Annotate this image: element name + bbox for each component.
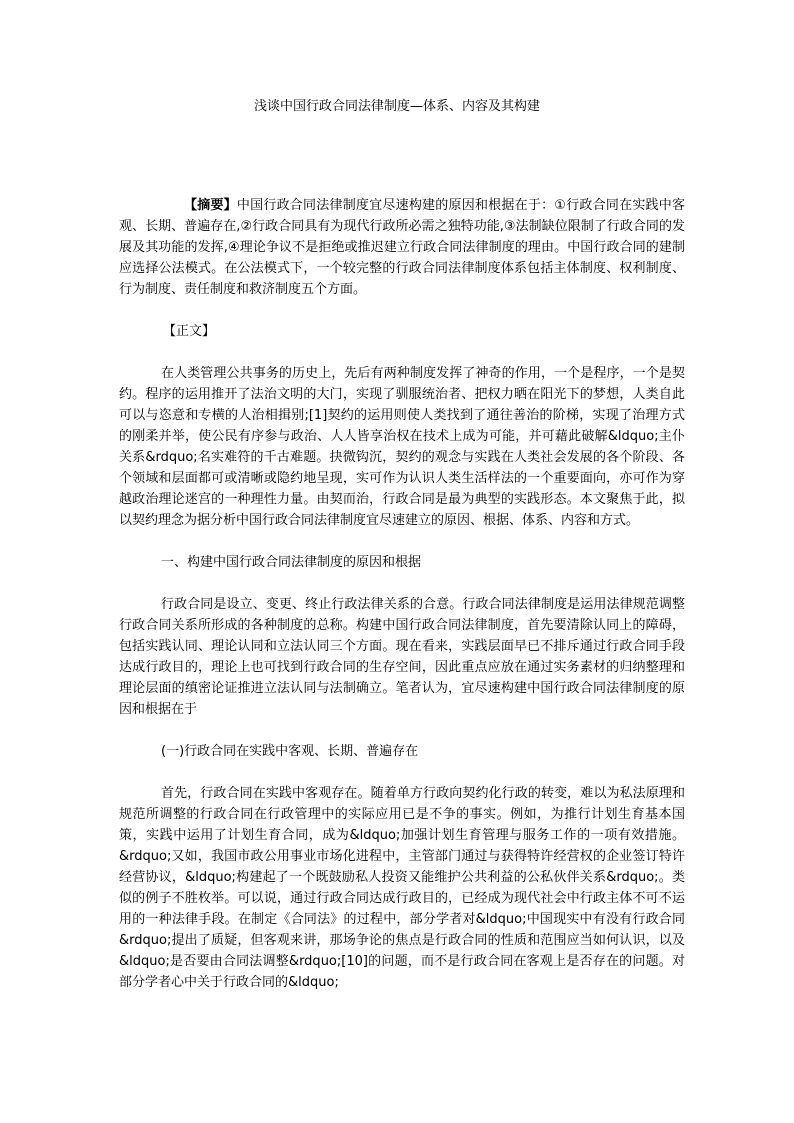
subsection-heading-1: (一)行政合同在实践中客观、长期、普遍存在 bbox=[161, 744, 419, 759]
abstract-label: 【摘要】 bbox=[184, 198, 237, 213]
paragraph-subsection-1: 首先，行政合同在实践中客观存在。随着单方行政向契约化行政的转变，难以为私法原理和规范所调整的行政合同在行政管理中的实际应用已是不争的事实。例如，为推行计划生育基本国策，实践中运用了计划生育合同，成为&ldquo;加强计划生育管理与服务工作的一项有效措施。&rdquo;又如，我国市政公用事业市场化进程中，主管部门通过与获得特许经营权的企业签订特许经营协议，&ldquo;构建起了一个既鼓励私人投资又能维护公共利益的公私伙伴关系&rdquo;。类似的例子不胜枚举。可以说，通过行政合同达成行政目的，已经成为现代社会中行政主体不可不运用的一种法律手段。在制定《合同法》的过程中，部分学者对&ldquo;中国现实中有没有行政合同&rdquo;提出了质疑，但客观来讲，那场争论的焦点是行政合同的性质和范围应当如何认识，以及&ldquo;是否要由合同法调整&rdquo;[10]的问题，而不是行政合同在客观上是否存在的问题。对部分学者心中关于行政合同的&ldquo; bbox=[119, 786, 686, 990]
abstract-text: 中国行政合同法律制度宜尽速构建的原因和根据在于：①行政合同在实践中客观、长期、普遍存在,②行政合同具有为现代行政所必需之独特功能,③法制缺位限制了行政合同的发展及其功能的发挥,④理论争议不是拒绝或推迟建立行政合同法律制度的理由。中国行政合同的建制应选择公法模式。在公法模式下，一个较完整的行政合同法律制度体系包括主体制度、权利制度、行为制度、责任制度和救济制度五个方面。 bbox=[119, 198, 685, 297]
document-title: 浅谈中国行政合同法律制度—体系、内容及其构建 bbox=[253, 99, 540, 114]
paragraph-intro: 在人类管理公共事务的历史上，先后有两种制度发挥了神奇的作用，一个是程序，一个是契约。程序的运用推开了法治文明的大门，实现了驯服统治者、把权力晒在阳光下的梦想，人类自此可以与恣意和专横的人治相揖别;[1]契约的运用则使人类找到了通往善治的阶梯，实现了治理方式的刚柔并举，使公民有序参与政治、人人皆享治权在技术上成为可能，并可藉此破解&ldquo;主仆关系&rdquo;名实难符的千古难题。抉微钩沉，契约的观念与实践在人类社会发展的各个阶段、各个领域和层面都可或清晰或隐约地呈现，实可作为认识人类生活样法的一个重要面向，亦可作为穿越政治理论迷宫的一种理性力量。由契而治，行政合同是最为典型的实践形态。本文聚焦于此，拟以契约理念为据分析中国行政合同法律制度宜尽速建立的原因、根据、体系、内容和方式。 bbox=[119, 366, 685, 528]
paragraph-section-1: 行政合同是设立、变更、终止行政法律关系的合意。行政合同法律制度是运用法律规范调整行政合同关系所形成的各种制度的总称。构建中国行政合同法律制度，首先要清除认同上的障碍，包括实践认同、理论认同和立法认同三个方面。现在看来，实践层面早已不排斥通过行政合同手段达成行政目的，理论上也可找到行政合同的生存空间，因此重点应放在通过实务素材的归纳整理和理论层面的缜密论证推进立法认同与法制确立。笔者认为，宜尽速构建中国行政合同法律制度的原因和根据在于 bbox=[119, 597, 685, 717]
body-label: 【正文】 bbox=[163, 324, 216, 339]
abstract-paragraph bbox=[119, 195, 685, 300]
section-heading-1: 一、构建中国行政合同法律制度的原因和根据 bbox=[161, 555, 422, 570]
document-body bbox=[119, 195, 685, 993]
